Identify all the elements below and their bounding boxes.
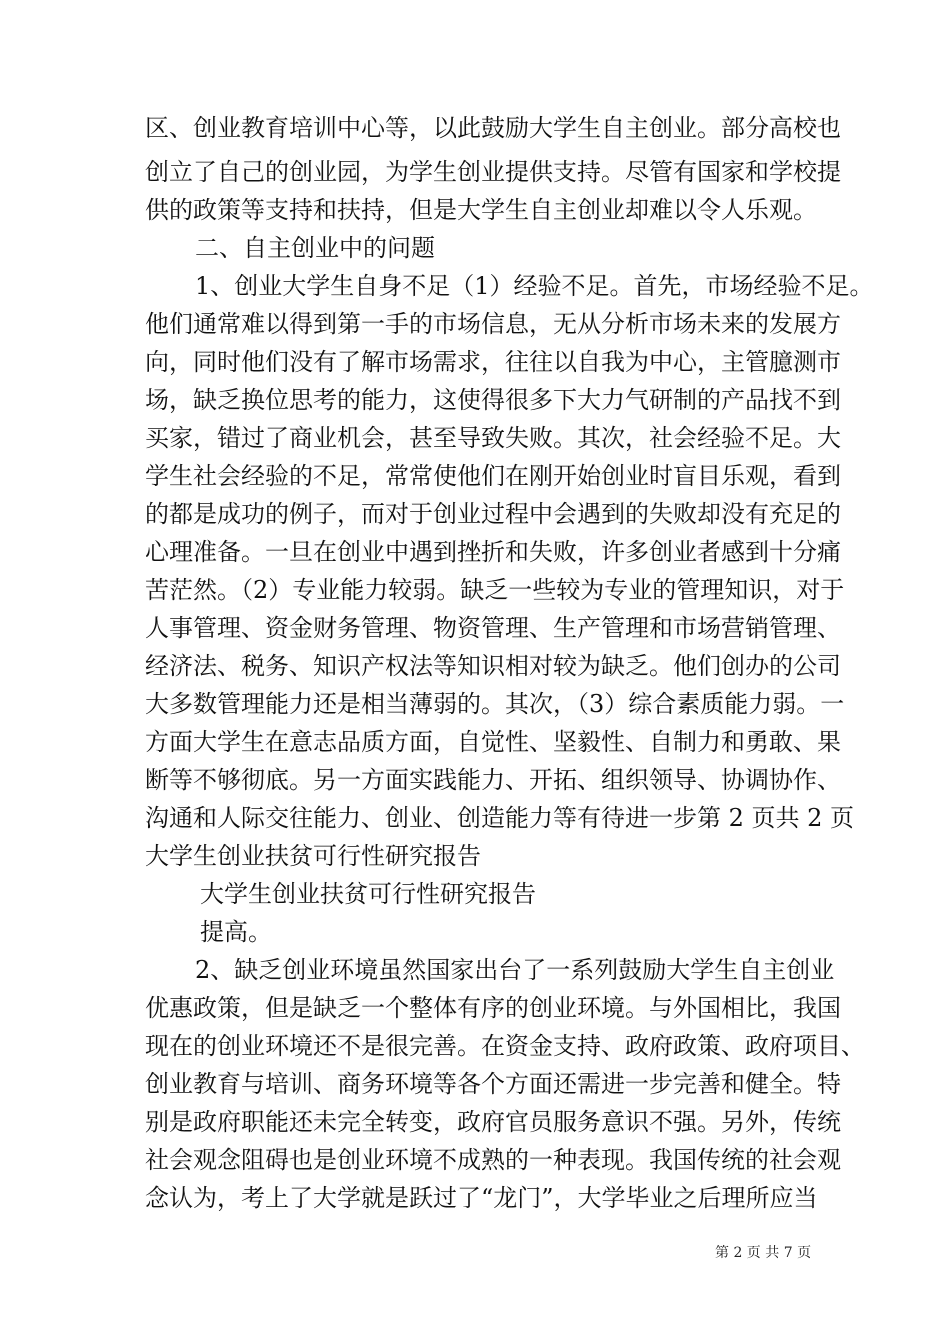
body-text-line: 1、创业大学生自身不足（1）经验不足。首先，市场经验不足。 xyxy=(195,272,874,300)
body-text-line: 学生社会经验的不足，常常使他们在刚开始创业时盲目乐观，看到 xyxy=(145,462,841,490)
body-text-line: 人事管理、资金财务管理、物资管理、生产管理和市场营销管理、 xyxy=(145,614,841,642)
body-text-line: 社会观念阻碍也是创业环境不成熟的一种表现。我国传统的社会观 xyxy=(145,1146,841,1174)
body-text-line: 买家，错过了商业机会，甚至导致失败。其次，社会经验不足。大 xyxy=(145,424,841,452)
body-text-line: 念认为，考上了大学就是跃过了“龙门”，大学毕业之后理所应当 xyxy=(145,1184,818,1212)
body-text-line: 他们通常难以得到第一手的市场信息，无从分析市场未来的发展方 xyxy=(145,310,841,338)
body-text-line: 供的政策等支持和扶持，但是大学生自主创业却难以令人乐观。 xyxy=(145,196,817,224)
section-heading: 二、自主创业中的问题 xyxy=(195,234,435,262)
body-text-line: 别是政府职能还未完全转变，政府官员服务意识不强。另外，传统 xyxy=(145,1108,841,1136)
body-text-line: 向，同时他们没有了解市场需求，往往以自我为中心，主管臆测市 xyxy=(145,348,841,376)
body-text-line: 大学生创业扶贫可行性研究报告 xyxy=(145,842,481,870)
body-text-line: 方面大学生在意志品质方面，自觉性、坚毅性、自制力和勇敢、果 xyxy=(145,728,841,756)
body-text-line: 经济法、税务、知识产权法等知识相对较为缺乏。他们创办的公司 xyxy=(145,652,841,680)
body-text-line: 创业教育与培训、商务环境等各个方面还需进一步完善和健全。特 xyxy=(145,1070,841,1098)
body-text-line: 的都是成功的例子，而对于创业过程中会遇到的失败却没有充足的 xyxy=(145,500,841,528)
report-title: 大学生创业扶贫可行性研究报告 xyxy=(200,880,536,908)
body-text-line: 苦茫然。（2）专业能力较弱。缺乏一些较为专业的管理知识，对于 xyxy=(145,576,845,604)
body-text-line: 创立了自己的创业园，为学生创业提供支持。尽管有国家和学校提 xyxy=(145,158,841,186)
body-text-line: 现在的创业环境还不是很完善。在资金支持、政府政策、政府项目、 xyxy=(145,1032,865,1060)
body-text-line: 场，缺乏换位思考的能力，这使得很多下大力气研制的产品找不到 xyxy=(145,386,841,414)
body-text-line: 提高。 xyxy=(200,918,272,946)
body-text-line: 优惠政策，但是缺乏一个整体有序的创业环境。与外国相比，我国 xyxy=(145,994,841,1022)
body-text-line: 心理准备。一旦在创业中遇到挫折和失败，许多创业者感到十分痛 xyxy=(145,538,841,566)
body-text-line: 区、创业教育培训中心等，以此鼓励大学生自主创业。部分高校也 xyxy=(145,114,841,142)
body-text-line: 断等不够彻底。另一方面实践能力、开拓、组织领导、协调协作、 xyxy=(145,766,841,794)
page-number-footer: 第 2 页 共 7 页 xyxy=(715,1245,812,1261)
body-text-line: 大多数管理能力还是相当薄弱的。其次，（3）综合素质能力弱。一 xyxy=(145,690,845,718)
body-text-line: 2、缺乏创业环境虽然国家出台了一系列鼓励大学生自主创业 xyxy=(195,956,835,984)
body-text-line: 沟通和人际交往能力、创业、创造能力等有待进一步第 2 页共 2 页 xyxy=(145,804,855,832)
